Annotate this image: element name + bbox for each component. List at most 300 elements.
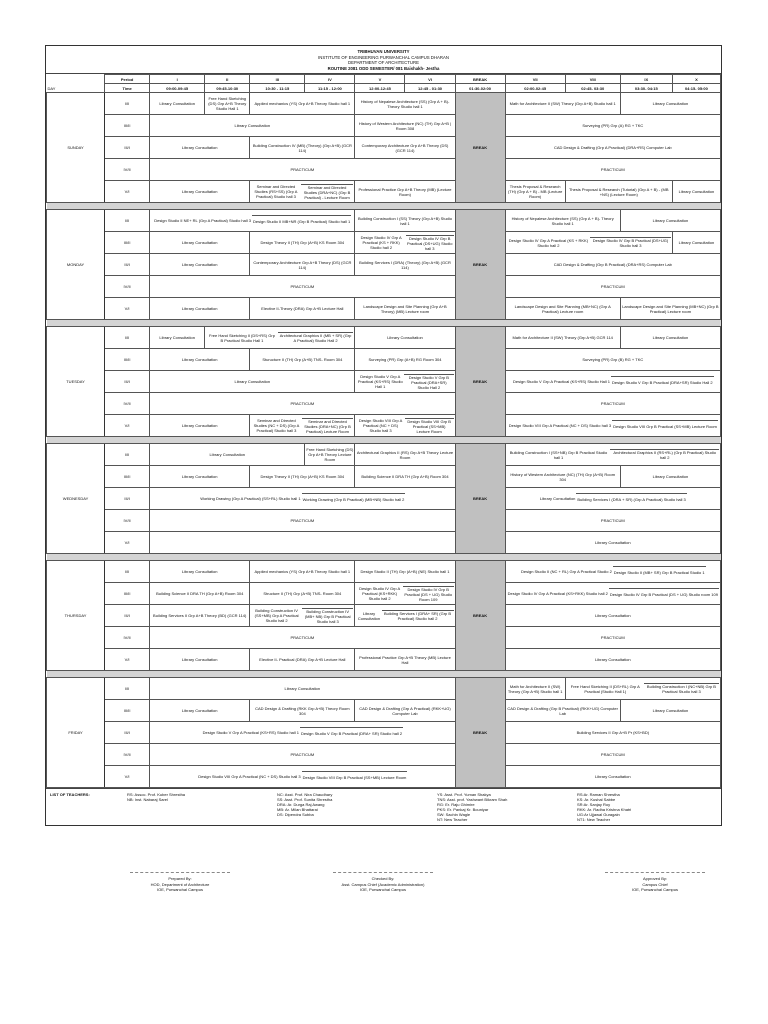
class-session: Design Studio IV Grp A Practical (KS + RKK) Studio hall 2 <box>360 235 402 251</box>
library-consultation-cell: Library Consultation <box>150 466 250 488</box>
class-cell-split <box>565 678 720 700</box>
library-consultation-cell: Library Consultation <box>150 181 250 203</box>
class-cell: CAD Design & Drafting (Grp B Practical) (DRA+RS) Computer Lab <box>505 254 720 276</box>
class-cell: Design Theory II (TH) Grp (A+B) KS Room 304 <box>250 232 355 254</box>
schedule-row <box>47 766 721 788</box>
time-slot: 10:30 - 11:15 <box>250 84 305 93</box>
schedule-row <box>47 115 721 137</box>
teacher-column <box>277 792 437 822</box>
class-session: Design Studio II (MB+ SR) Grp B Practical Studio 1 <box>613 566 706 577</box>
class-cell: Landscape Design and Site Planning (MB+NC) (Grp B Practical) Lecture room <box>620 298 720 320</box>
schedule-row <box>47 583 721 605</box>
class-cell: CAD Design & Drafting (RKK Grp A+B) Theory Room 304 <box>250 700 355 722</box>
teacher-entry: KS: Ar. Kushal Sabbe <box>577 797 616 803</box>
class-session: Working Drawing (Grp B Practical) (MB+NB) Studio hall 2 <box>302 493 406 504</box>
library-consultation-cell: Library Consultation <box>150 298 250 320</box>
schedule-row <box>47 561 721 583</box>
schedule-row <box>47 744 721 766</box>
class-session: Architectural Graphics II (RS+RL) (Grp B Practical) Studio hall 2 <box>610 449 719 460</box>
signature-checked <box>308 872 458 893</box>
signature-text: Asst. Campus Chief (Academic Administration) <box>341 881 425 887</box>
schedule-row <box>47 627 721 649</box>
library-consultation-cell: Library Consultation <box>150 649 250 671</box>
practicum-cell: PRACTICUM <box>505 159 720 181</box>
library-consultation-cell: Library Consultation <box>150 115 355 137</box>
class-session: Design Studio IV Grp A Practical (KS+RKK) Studio hall 2 <box>359 586 401 602</box>
library-consultation-cell: Library Consultation <box>150 444 305 466</box>
split-sessions <box>355 235 454 251</box>
class-session: Library Consultation <box>539 496 576 502</box>
schedule-row <box>47 415 721 437</box>
class-session: Design Studio V Grp B Practical (DRA+SR) Studio Hall 2 <box>404 374 453 390</box>
schedule-row <box>47 137 721 159</box>
day-label: TUESDAY <box>47 327 105 437</box>
year-part-label: IV/II <box>105 627 150 649</box>
class-cell: Surveying (PR) Grp (A+B) RG Room 304 <box>355 349 455 371</box>
class-session: Architectural Graphics II (MB + SR) (Grp A Practical) Studio Hall 2 <box>278 332 354 343</box>
practicum-cell: PRACTICUM <box>505 393 720 415</box>
practicum-cell: PRACTICUM <box>505 744 720 766</box>
class-session: Design Studio VIII Grp A Practical (NC + DS) Studio hall 3 <box>198 774 301 780</box>
split-sessions <box>250 608 354 624</box>
class-cell: CAD Design & Drafting (Grp A Practical) (RKK+UG) Computer Lab <box>355 700 455 722</box>
class-cell: Design Studio II (TH) Grp (A+B) (NE) Studio hall 1 <box>355 561 455 583</box>
signature-text: HOD, Department of Architecture <box>150 881 210 887</box>
period-label: Period <box>105 75 150 84</box>
class-session: Seminar and Directed Studies (NC + DS) (Grp A Practical) Studio hall 3 <box>253 418 300 434</box>
institute-name: INSTITUTE OF ENGINEERING PURWANCHAL CAMPUS DHARAN <box>318 54 449 60</box>
signature-approved <box>580 872 730 893</box>
signature-text: IOE, Purwanchal Campus <box>156 887 204 892</box>
year-part-label: I/II <box>105 678 150 700</box>
library-consultation-cell: Library Consultation <box>620 327 720 349</box>
year-part-label: III/I <box>105 488 150 510</box>
class-cell: CAD Design & Drafting (Grp B Practical) (RKK+UG) Computer Lab <box>505 700 620 722</box>
practicum-cell: PRACTICUM <box>505 276 720 298</box>
period-header: VIII <box>565 75 620 84</box>
class-session: Building Construction I (SS+NB) Grp B Practical Studio hall 1 <box>509 449 608 460</box>
break-cell: BREAK <box>455 444 505 554</box>
day-label: WEDNESDAY <box>47 444 105 554</box>
class-cell-split <box>150 488 455 510</box>
class-cell: Thesis Proposal & Research (Tutorial) (Grp A + B) - (MB +NS) (Lecture Room) <box>565 181 672 203</box>
practicum-cell: PRACTICUM <box>150 510 455 532</box>
class-cell: Elective II-Theory (DRA) Grp A+B Lecture Hall <box>250 298 355 320</box>
class-session: Design Studio VIII Grp A Practical (NC + DS) Studio hall 3 <box>358 418 403 434</box>
period-header: IV <box>305 75 355 84</box>
practicum-cell: PRACTICUM <box>505 627 720 649</box>
library-consultation-cell: Library Consultation <box>672 232 720 254</box>
class-cell-split <box>355 605 455 627</box>
period-header: V <box>355 75 405 84</box>
class-cell: Sturucture II (TH) Grp (A+B) TNS- Room 304 <box>250 349 355 371</box>
period-header: II <box>205 75 250 84</box>
schedule-row <box>47 722 721 744</box>
class-session: Seminar and Directed Studies (RS+SS) (Grp A Practical) Studio hall 3 <box>254 184 298 200</box>
day-separator <box>47 320 721 327</box>
teacher-entry: NC: Asst. Prof. Nira Chaudhary <box>277 792 333 798</box>
break-cell: BREAK <box>455 561 505 671</box>
year-part-label: V/I <box>105 649 150 671</box>
period-header: X <box>672 75 720 84</box>
teacher-column <box>127 792 277 822</box>
class-session: Building Construction IV (SS+MB) Grp A Practical Studio hall 2 <box>254 608 299 624</box>
split-sessions <box>566 683 720 694</box>
year-part-label: III/II <box>105 583 150 605</box>
year-part-label: IV/II <box>105 159 150 181</box>
class-cell: Free Hand Sketching (DS) Grp A+B Theory Studio Hall 1 <box>205 93 250 115</box>
signature-line <box>605 872 705 873</box>
class-cell-split <box>355 232 455 254</box>
library-consultation-cell: Library Consultation <box>620 466 720 488</box>
day-column-label: DAY <box>47 85 56 91</box>
year-part-label: I/II <box>105 327 150 349</box>
practicum-cell: PRACTICUM <box>150 744 455 766</box>
time-slot: 02:00-02:45 <box>505 84 565 93</box>
library-consultation-cell: Library Consultation <box>150 327 205 349</box>
teacher-entry: TNS: Asst. prof. Yashwant Bikram Shah <box>437 797 508 803</box>
year-part-label: I/II <box>105 93 150 115</box>
teacher-entry: PKS: Er. Pankaj Kr. Bouniyar <box>437 807 489 813</box>
schedule-row <box>47 649 721 671</box>
class-session: Design Studio V Grp B Practical (DRA+SR) Studio Hall 2 <box>611 376 714 387</box>
schedule-row <box>47 444 721 466</box>
class-session: Design Studio IV Grp A Practical (KS + RKK) Studio hall 2 <box>508 237 589 248</box>
library-consultation-cell: Library Consultation <box>505 605 720 627</box>
class-cell: History of Nepalese Architecture (SS) (Grp A + B)- Theory Studio hall 1 <box>505 210 620 232</box>
class-session: Free Hand Sketching II (DS+RL) Grp A Practical (Studio Hall 1) <box>570 683 640 694</box>
split-sessions <box>355 610 454 621</box>
split-sessions <box>205 332 354 343</box>
year-part-label: I/II <box>105 561 150 583</box>
library-consultation-cell: Library Consultation <box>150 137 250 159</box>
class-session: Design Studio IV Grp B Practical (DS+UG) Studio hall 3 <box>590 237 671 248</box>
time-slot: 11:15 - 12:00 <box>305 84 355 93</box>
schedule-row <box>47 232 721 254</box>
teacher-entry: DRA: Ar. Durga Raj Awang <box>277 802 325 808</box>
schedule-row <box>47 700 721 722</box>
class-cell: Building Science II DRA TH (Grp A+B) Room 304 <box>150 583 250 605</box>
class-cell: History of Western Architecture (NC) (TH) Grp A+B | Room 308 <box>355 115 455 137</box>
class-cell: Professional Practice Grp A+B Theory (MB) (Lecture Room) <box>355 181 455 203</box>
year-part-label: I/II <box>105 444 150 466</box>
blank-cell <box>47 75 105 84</box>
split-sessions <box>506 493 720 504</box>
schedule-row <box>47 210 721 232</box>
class-session: Library Consultation <box>357 610 381 621</box>
class-cell-split <box>505 561 720 583</box>
class-session: Building Construction I (NC+NB) Grp B Practical Studio hall 3 <box>644 683 719 694</box>
teacher-entry: SS: Asst. Prof. Sunita Shrestha <box>277 797 333 803</box>
schedule-row <box>47 159 721 181</box>
time-slot: 03:30- 04:15 <box>620 84 672 93</box>
teacher-entry: MB: Ar. Milan Bhattarai <box>277 807 318 813</box>
teacher-entry: RKK: Ar. Radha Krishna Khatri <box>577 807 632 813</box>
signature-prepared <box>105 872 255 893</box>
class-session: Design Studio V Grp A Practical (KS+RS) Studio Hall 1 <box>357 374 403 390</box>
year-part-label: III/I <box>105 605 150 627</box>
library-consultation-cell: Library Consultation <box>150 371 355 393</box>
class-cell-split <box>150 766 455 788</box>
class-cell: Building Services I (DRA) (Theory) (Grp A+B) (GCR 114) <box>355 254 455 276</box>
library-consultation-cell: Library Consultation <box>150 232 250 254</box>
schedule-row <box>47 349 721 371</box>
schedule-row <box>47 532 721 554</box>
teacher-entry: NB: Inst. Nabaraj Sarel <box>127 797 168 803</box>
schedule-row <box>47 93 721 115</box>
department-name: DEPARTMENT OF ARCHITECTURE <box>348 60 419 66</box>
practicum-cell: PRACTICUM <box>150 627 455 649</box>
teacher-entry: RS:Ar. Raman Shrestha <box>577 792 620 798</box>
separator-cell <box>47 320 721 327</box>
break-cell: BREAK <box>455 678 505 788</box>
library-consultation-cell: Library Consultation <box>620 210 720 232</box>
class-session: Design Studio II (NC + RL) Grp A Practical Studio 2 <box>520 569 612 575</box>
class-cell: CAD Design & Drafting (Grp A Practical) (DRA+RS) Computer Lab <box>505 137 720 159</box>
day-separator <box>47 554 721 561</box>
class-session: Design Studio VIII Grp B Practical (SS+MB) Lecture Room <box>302 771 408 782</box>
class-cell: Contemporary Architecture Grp A+B Theory (DS) (GCR 114) <box>355 137 455 159</box>
year-part-label: III/II <box>105 115 150 137</box>
class-cell: Applied mechanics (YS) Grp A+B Theory Studio hall 1 <box>250 561 355 583</box>
library-consultation-cell: Library Consultation <box>505 649 720 671</box>
time-label: Time <box>105 84 150 93</box>
class-cell: Surveying (PR) Grp (B) RG + TKC <box>505 349 720 371</box>
class-session: Seminar and Directed Studies (DRA+NC) (Grp B Practical) - Lecture Room <box>301 184 354 200</box>
break-cell: BREAK <box>455 93 505 203</box>
schedule-row <box>47 327 721 349</box>
practicum-cell: PRACTICUM <box>505 510 720 532</box>
split-sessions <box>506 237 672 248</box>
class-session: Design Studio VIII Grp B Practical (SS+MB) Lecture Room <box>612 420 718 431</box>
year-part-label: IV/II <box>105 744 150 766</box>
library-consultation-cell: Library Consultation <box>505 532 720 554</box>
year-part-label: III/I <box>105 722 150 744</box>
class-cell: Thesis Proposal & Research (TH) (Grp A + B) - MB (Lecture Room) <box>505 181 565 203</box>
year-part-label: IV/II <box>105 510 150 532</box>
year-part-label: IV/II <box>105 393 150 415</box>
class-cell-split <box>355 415 455 437</box>
class-session: Design Studio VIII Grp A Practical (NC + DS) Studio hall 3 <box>508 423 612 429</box>
class-cell: Structure II (TH) Grp (A+B) TNS- Room 304 <box>250 583 355 605</box>
split-sessions <box>150 727 454 738</box>
class-cell-split <box>150 722 455 744</box>
year-part-label: III/II <box>105 466 150 488</box>
signature-line <box>130 872 230 873</box>
period-header: IX <box>620 75 672 84</box>
class-session: Design Studio IV Grp A Practical (KS+RKK) Studio hall 2 <box>507 591 608 597</box>
routine-table <box>46 74 721 788</box>
year-part-label: III/II <box>105 232 150 254</box>
year-part-label: III/II <box>105 700 150 722</box>
routine-sheet <box>45 45 722 826</box>
signature-text: Checked By: <box>371 876 395 881</box>
library-consultation-cell: Library Consultation <box>672 181 720 203</box>
library-consultation-cell: Library Consultation <box>355 327 455 349</box>
class-cell: Professional Practice Grp A+B Theory (MB) Lecture Hall <box>355 649 455 671</box>
split-sessions <box>506 566 720 577</box>
year-part-label: III/I <box>105 371 150 393</box>
day-label: THURSDAY <box>47 561 105 671</box>
class-cell: Architectural Graphics II (RS) Grp A+B Theory Lecture Room <box>355 444 455 466</box>
class-cell-split <box>505 444 720 466</box>
document-header <box>46 46 721 74</box>
schedule-row <box>47 393 721 415</box>
class-cell: Elective II- Practical (DRA) Grp A+B Lecture Hall <box>250 649 355 671</box>
class-cell: Math for Architecture II (SW) Theory (Grp A+B) Studio hall 1 <box>505 678 565 700</box>
teacher-entry: RS: Assoc. Prof. Kuber Shrestha <box>127 792 186 798</box>
teacher-entry: NT1: New Teacher <box>577 817 611 823</box>
time-slot: 01:30-02:00 <box>455 84 505 93</box>
time-slot: 12:45 - 01:30 <box>405 84 455 93</box>
day-label: SUNDAY <box>47 93 105 203</box>
class-cell: Building Services II Grp A+B Theory (BD) (GCR 114) <box>150 605 250 627</box>
class-cell: Math for Architecture II (SW) Theory (Grp A+B) Studio hall 1 <box>505 93 620 115</box>
schedule-row <box>47 488 721 510</box>
class-session: Design Studio II NE+ RL (Grp A Practical) Studio hall 3 <box>154 218 251 224</box>
class-cell-split <box>505 371 720 393</box>
year-part-label: V/I <box>105 298 150 320</box>
class-cell: Surveying (PR) Grp (A) RG + TKC <box>505 115 720 137</box>
signature-text: IOE, Purwanchal Campus <box>359 887 407 892</box>
class-session: Design Studio IV Grp B Practical (DS + UG) Studio Room 109 <box>404 586 453 602</box>
schedule-row <box>47 371 721 393</box>
split-sessions <box>506 376 720 387</box>
class-session: Building Construction IV (MB+ NB) Grp B Practical Studio hall 3 <box>302 608 353 624</box>
class-cell-split <box>355 371 455 393</box>
split-sessions <box>506 588 720 599</box>
year-part-label: III/I <box>105 254 150 276</box>
class-cell: Building Construction I (SS) Theory (Grp A+B) Studio hall 1 <box>355 210 455 232</box>
library-consultation-cell: Library Consultation <box>150 254 250 276</box>
class-cell-split <box>505 583 720 605</box>
routine-title: ROUTINE 2081 ODD SEMESTER/ 081 Baishakh- Jestha <box>327 65 440 71</box>
day-separator <box>47 437 721 444</box>
split-sessions <box>250 418 354 434</box>
class-session: Free Hand Sketching II (DS+RS) Grp B Practical Studio Hall 1 <box>209 332 275 343</box>
class-cell-split <box>250 605 355 627</box>
teacher-entry: DS: Dipendra Subba <box>277 812 314 818</box>
class-session: Design Studio IV Grp B Practical (DS+UG) Studio hall 3 <box>406 235 453 251</box>
signature-line <box>333 872 433 873</box>
time-row <box>47 84 721 93</box>
signature-text: Approved By: <box>642 876 667 881</box>
schedule-row <box>47 276 721 298</box>
university-name: TRIBHUVAN UNIVERSITY <box>357 49 410 54</box>
year-part-label: I/II <box>105 210 150 232</box>
period-row <box>47 75 721 84</box>
library-consultation-cell: Library Consultation <box>150 561 250 583</box>
day-separator <box>47 203 721 210</box>
year-part-label: IV/II <box>105 276 150 298</box>
period-header: VII <box>505 75 565 84</box>
class-session: Design Studio V Grp A Practical (KS+RS) Studio hall 1 <box>202 730 300 736</box>
split-sessions <box>150 215 354 226</box>
class-session: Design Studio IV Grp B Practical (DS + UG) Studio room 109 <box>609 588 719 599</box>
class-cell: Building Construction IV (MB) (Theory) (Grp A+B) (GCR 114) <box>250 137 355 159</box>
library-consultation-cell: Library Consultation <box>505 766 720 788</box>
teacher-entry: SW: Sachin Wagle <box>437 812 471 818</box>
class-cell-split <box>505 232 672 254</box>
teacher-column <box>437 792 577 822</box>
signature-text: Prepared By: <box>168 876 192 881</box>
class-cell-split <box>505 488 720 510</box>
library-consultation-cell: Library Consultation <box>620 700 720 722</box>
library-consultation-cell: Library Consultation <box>150 349 250 371</box>
class-session: Building Services I (DRA + SR) (Grp A Practical) Studio hall 3 <box>576 493 686 504</box>
library-consultation-cell: Library Consultation <box>150 678 455 700</box>
split-sessions <box>355 418 454 434</box>
break-cell: BREAK <box>455 210 505 320</box>
teacher-entry: NT: New Teacher <box>437 817 468 823</box>
practicum-cell: PRACTICUM <box>150 159 455 181</box>
class-cell-split <box>205 327 355 349</box>
class-cell: History of Nepalese Architecture (SS) (Grp A + B)- Theory Studio hall 1 <box>355 93 455 115</box>
signature-text: IOE, Purwanchal Campus <box>631 887 679 892</box>
class-cell-split <box>250 415 355 437</box>
teacher-column <box>577 792 717 822</box>
class-cell: Design Theory II (TH) Grp (A+B) KS Room 304 <box>250 466 355 488</box>
time-slot: 09:00-09:45 <box>150 84 205 93</box>
period-header: I <box>150 75 205 84</box>
period-header: VI <box>405 75 455 84</box>
class-cell-split <box>250 181 355 203</box>
separator-cell <box>47 437 721 444</box>
library-consultation-cell: Library Consultation <box>620 93 720 115</box>
library-consultation-cell: Library Consultation <box>150 93 205 115</box>
library-consultation-cell: Library Consultation <box>150 415 250 437</box>
schedule-row <box>47 298 721 320</box>
class-cell: Building Services II Grp A+B Pr (KS+BD) <box>505 722 720 744</box>
library-consultation-cell: Library Consultation <box>150 700 250 722</box>
split-sessions <box>506 449 720 460</box>
split-sessions <box>250 184 354 200</box>
teacher-list <box>46 788 721 825</box>
split-sessions <box>506 420 720 431</box>
class-cell: Building Science II DRA TH (Grp A+B) Room 304 <box>355 466 455 488</box>
class-session: Working Drawing (Grp A Practical) (SS+RL) Studio hall 1 <box>200 496 301 502</box>
time-slot: 12:00-12:45 <box>355 84 405 93</box>
split-sessions <box>150 493 454 504</box>
practicum-cell: PRACTICUM <box>150 393 455 415</box>
class-session: Design Studio V Grp A Practical (KS+RS) Studio Hall 1 <box>512 379 611 385</box>
time-slot: 09:45-10:30 <box>205 84 250 93</box>
time-slot: 02:45- 03:30 <box>565 84 620 93</box>
day-label: MONDAY <box>47 210 105 320</box>
separator-cell <box>47 554 721 561</box>
class-session: Design Studio II MB+NR (Grp B Practical) Studio hall 1 <box>252 215 351 226</box>
class-cell: Contemporary Architecture Grp A+B Theory (DS) (GCR 114) <box>250 254 355 276</box>
class-cell: Math for Architecture II (SW) Theory (Grp A+B) GCR 114 <box>505 327 620 349</box>
day-label: FRIDAY <box>47 678 105 788</box>
year-part-label: V/I <box>105 415 150 437</box>
teacher-entry: RG: Er. Raju Ghimire <box>437 802 475 808</box>
class-cell: Applied mechanics (YS) Grp A+B Theory Studio hall 1 <box>250 93 355 115</box>
year-part-label: III/I <box>105 137 150 159</box>
class-session: Seminar and Directed Studies (DRA+NC) (Grp B Practical) Lecture Room <box>302 418 354 434</box>
teacher-entry: UG:Ar Ujjawal Guragain <box>577 812 620 818</box>
class-cell <box>150 532 455 554</box>
schedule-row <box>47 510 721 532</box>
class-cell: Free Hand Sketching (DS) Grp A+B Theory Lecture Room <box>305 444 355 466</box>
teacher-list-title: LIST OF TEACHERS: <box>50 792 90 798</box>
class-cell: Landscape Design and Site Planning (MB+NC) (Grp A Practical) Lecture room <box>505 298 620 320</box>
schedule-row <box>47 466 721 488</box>
year-part-label: V/I <box>105 766 150 788</box>
day-separator <box>47 671 721 678</box>
separator-cell <box>47 671 721 678</box>
year-part-label: III/II <box>105 349 150 371</box>
